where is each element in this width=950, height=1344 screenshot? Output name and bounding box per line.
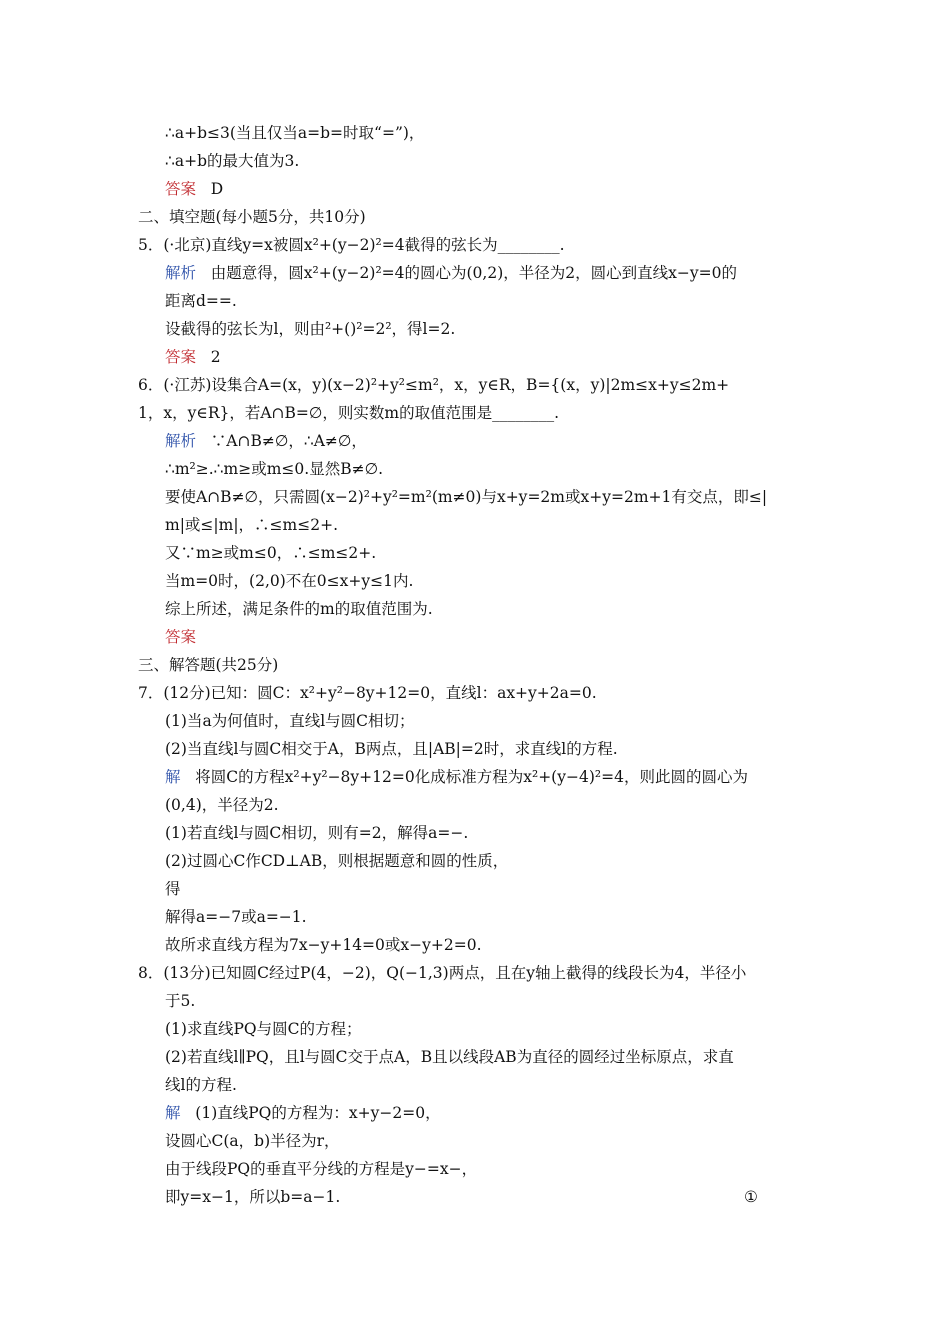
- text-line: 又∵m≥或m≤0，∴≤m≤2+.: [165, 544, 377, 562]
- text-line: 设圆心C(a，b)半径为r，: [165, 1132, 340, 1150]
- text-line: 要使A∩B≠∅，只需圆(x−2)²+y²=m²(m≠0)与x+y=2m或x+y=2m+1有交点，即≤|: [165, 488, 768, 506]
- text-line: 当m=0时，(2,0)不在0≤x+y≤1内.: [165, 572, 414, 590]
- text-line: 故所求直线方程为7x−y+14=0或x−y+2=0.: [165, 936, 482, 954]
- text-line: (1)求直线PQ与圆C的方程；: [165, 1020, 362, 1038]
- solution-label: 解: [165, 1104, 181, 1122]
- text-line: (2)过圆心C作CD⊥AB，则根据题意和圆的性质，: [165, 852, 509, 870]
- text-line: 得: [165, 880, 181, 898]
- solution-line: [165, 766, 748, 788]
- equation-marker: ①: [744, 1188, 758, 1206]
- text-line: (0,4)，半径为2.: [165, 796, 279, 814]
- question-8: 8．(13分)已知圆C经过P(4，−2)，Q(−1,3)两点，且在y轴上截得的线段长为4，半径小: [138, 964, 747, 982]
- solution-text: 将圆C的方程x²+y²−8y+12=0化成标准方程为x²+(y−4)²=4，则此圆的圆心为: [195, 768, 748, 786]
- text-line: 由于线段PQ的垂直平分线的方程是y−=x−，: [165, 1160, 478, 1178]
- text-line: 解得a=−7或a=−1.: [165, 908, 307, 926]
- solution-text: 由题意得，圆x²+(y−2)²=4的圆心为(0,2)，半径为2，圆心到直线x−y=0的: [210, 264, 737, 282]
- section-heading: 三、解答题(共25分): [138, 656, 279, 674]
- solution-line: [165, 1102, 441, 1124]
- solution-label: 解: [165, 768, 181, 786]
- solution-label: 解析: [165, 432, 197, 450]
- solution-line: [165, 430, 367, 452]
- answer-label: 答案: [165, 628, 197, 646]
- solution-text: (1)直线PQ的方程为：x+y−2=0，: [195, 1104, 441, 1122]
- text-line: ∴a+b≤3(当且仅当a=b=时取“=”)，: [165, 124, 425, 142]
- answer-line: [165, 346, 221, 368]
- text-line: 即y=x−1，所以b=a−1.: [165, 1188, 341, 1206]
- text-line: m|或≤|m|，∴≤m≤2+.: [165, 516, 338, 534]
- solution-line: [165, 262, 737, 284]
- answer-line: [165, 178, 223, 200]
- question-6: 6．(·江苏)设集合A=(x，y)(x−2)²+y²≤m²，x，y∈R，B={(x，y)|2m≤x+y≤2m+: [138, 376, 730, 394]
- text-line: 综上所述，满足条件的m的取值范围为.: [165, 600, 433, 618]
- text-line: (2)当直线l与圆C相交于A，B两点，且|AB|=2时，求直线l的方程.: [165, 740, 618, 758]
- answer-label: 答案: [165, 180, 197, 198]
- section-heading: 二、填空题(每小题5分，共10分): [138, 208, 366, 226]
- text-line: 设截得的弦长为l，则由²+()²=2²，得l=2.: [165, 320, 456, 338]
- question-5: 5．(·北京)直线y=x被圆x²+(y−2)²=4截得的弦长为________.: [138, 236, 565, 254]
- solution-label: 解析: [165, 264, 197, 282]
- answer-value: D: [210, 180, 224, 198]
- text-line: 1，x，y∈R}，若A∩B=∅，则实数m的取值范围是________.: [138, 404, 560, 422]
- text-line: ∴m²≥.∴m≥或m≤0.显然B≠∅.: [165, 460, 384, 478]
- text-line: (1)若直线l与圆C相切，则有=2，解得a=−.: [165, 824, 469, 842]
- answer-value: 2: [210, 348, 221, 366]
- solution-text: ∵A∩B≠∅，∴A≠∅，: [210, 432, 367, 450]
- answer-label: 答案: [165, 348, 197, 366]
- text-line: ∴a+b的最大值为3.: [165, 152, 300, 170]
- question-7: 7．(12分)已知：圆C：x²+y²−8y+12=0，直线l：ax+y+2a=0.: [138, 684, 597, 702]
- text-line: (1)当a为何值时，直线l与圆C相切；: [165, 712, 415, 730]
- text-line: (2)若直线l∥PQ，且l与圆C交于点A，B且以线段AB为直径的圆经过坐标原点，求直: [165, 1048, 734, 1066]
- text-line: 于5.: [165, 992, 196, 1010]
- text-line: 距离d==.: [165, 292, 237, 310]
- text-line: 线l的方程.: [165, 1076, 237, 1094]
